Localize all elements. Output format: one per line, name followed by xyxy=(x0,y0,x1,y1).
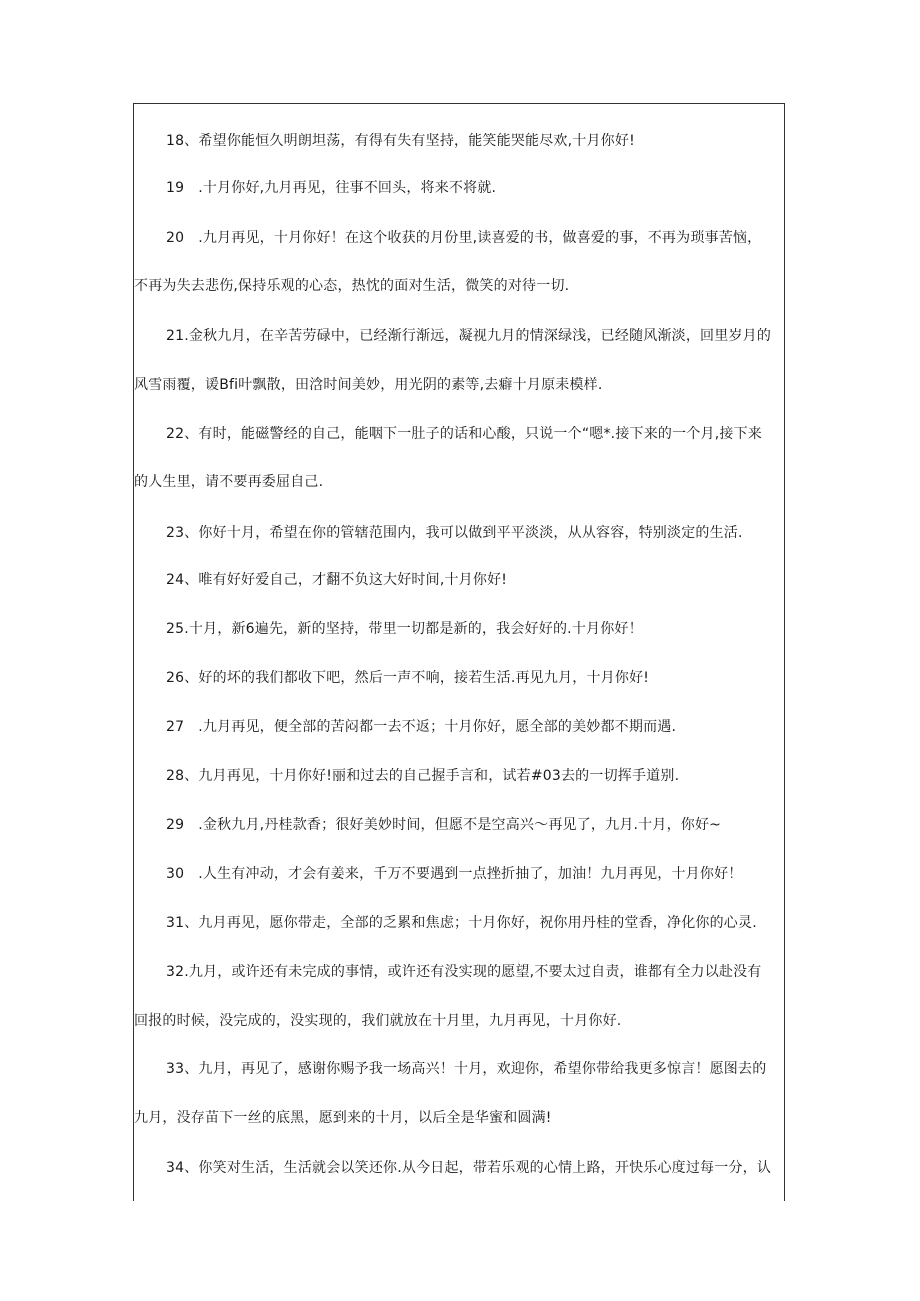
paragraph-text: 22、有时，能磁警经的自己，能咽下一肚子的话和心酸，只说一个“嗯*.接下来的一个月,接下来 xyxy=(166,426,762,442)
paragraph-text: 回报的时候，没完成的，没实现的，我们就放在十月里，九月再见，十月你好. xyxy=(134,1013,622,1029)
paragraph-33-continued xyxy=(134,1108,784,1128)
paragraph-text: .人生有冲动，才会有姜来，千万不要遇到一点挫折抽了，加油！九月再见，十月你好！ xyxy=(198,866,743,882)
paragraph-20 xyxy=(134,228,784,248)
paragraph-33 xyxy=(134,1059,784,1079)
paragraph-number: 19 xyxy=(166,180,185,196)
paragraph-34 xyxy=(134,1158,784,1178)
paragraph-text: 33、九月，再见了，感谢你赐予我一场高兴！十月，欢迎你，希望你带给我更多惊言！愿图去的 xyxy=(166,1061,767,1077)
paragraph-32-continued xyxy=(134,1011,784,1031)
paragraph-19 xyxy=(134,178,784,198)
paragraph-28 xyxy=(134,766,784,786)
paragraph-text: 23、你好十月，希望在你的管辖范围内，我可以做到平平淡淡，从从容容，特别淡定的生活. xyxy=(166,525,743,541)
paragraph-26 xyxy=(134,668,784,688)
paragraph-text: 18、希望你能恒久明朗坦荡，有得有失有坚持，能笑能哭能尽欢,十月你好! xyxy=(166,133,635,149)
paragraph-text: 24、唯有好好爱自己，才翻不负这大好时间,十月你好! xyxy=(166,572,508,588)
paragraph-22-continued xyxy=(134,472,784,492)
paragraph-number: 29 xyxy=(166,817,185,833)
paragraph-text: 28、九月再见，十月你好!丽和过去的自己握手言和，试若#03去的一切挥手道别. xyxy=(166,768,680,784)
paragraph-number: 20 xyxy=(166,230,185,246)
paragraph-text: .九月再见，十月你好！在这个收获的月份里,读喜爱的书，做喜爱的事，不再为琐事苦恼， xyxy=(198,230,762,246)
paragraph-20-continued xyxy=(134,276,784,296)
paragraph-text: 风雪雨覆，谖Bfi叶飘散，田浛时间美妙，用光阴的素等,去癖十月原耒模样. xyxy=(134,377,603,393)
paragraph-text: .金秋九月,丹桂款香；很好美妙时间，但愿不是空高兴〜再见了，九月.十月，你好~ xyxy=(198,817,722,833)
paragraph-text: 34、你笑对生活，生活就会以笑还你.从今日起，带若乐观的心情上路，开快乐心度过每一分，认 xyxy=(166,1160,772,1176)
paragraph-21-continued xyxy=(134,375,784,395)
paragraph-25 xyxy=(134,619,784,639)
paragraph-text: 不再为失去悲伤,保持乐观的心态，热忱的面对生活，微笑的对待一切. xyxy=(134,278,570,294)
paragraph-number: 27 xyxy=(166,719,185,735)
paragraph-29 xyxy=(134,815,784,835)
paragraph-text: .十月你好,九月再见，往事不回头，将来不将就. xyxy=(198,180,497,196)
paragraph-18 xyxy=(134,131,784,151)
paragraph-23 xyxy=(134,523,784,543)
paragraph-text: 21.金秋九月，在辛苦劳碌中，已经渐行渐远，凝视九月的情深绿浅，已经随风渐淡，回里岁月的 xyxy=(166,328,772,344)
paragraph-text: .九月再见，便全部的苦闷都一去不返；十月你好，愿全部的美妙都不期而遇. xyxy=(198,719,677,735)
paragraph-text: 的人生里，请不要再委屈自己. xyxy=(134,474,324,490)
paragraph-31 xyxy=(134,913,784,933)
document-page-frame xyxy=(133,103,785,1201)
paragraph-22 xyxy=(134,424,784,444)
paragraph-24 xyxy=(134,570,784,590)
paragraph-number: 30 xyxy=(166,866,185,882)
paragraph-text: 九月，没存苗下一丝的底黑，愿到来的十月，以后全是华蜜和圆满! xyxy=(134,1110,552,1126)
paragraph-27 xyxy=(134,717,784,737)
paragraph-text: 31、九月再见，愿你带走，全部的乏累和焦虑；十月你好，祝你用丹桂的堂香，净化你的心灵. xyxy=(166,915,757,931)
paragraph-30 xyxy=(134,864,784,884)
paragraph-text: 26、好的坏的我们都收下吧，然后一声不响，接若生活.再见九月，十月你好! xyxy=(166,670,650,686)
paragraph-32 xyxy=(134,962,784,982)
paragraph-text: 25.十月，新6遍先，新的坚持，带里一切都是新的，我会好好的.十月你好！ xyxy=(166,621,643,637)
paragraph-21 xyxy=(134,326,784,346)
paragraph-text: 32.九月，或许还有未完成的事情，或许还有没实现的愿望,不要太过自责，谁都有全力以赴没有 xyxy=(166,964,762,980)
